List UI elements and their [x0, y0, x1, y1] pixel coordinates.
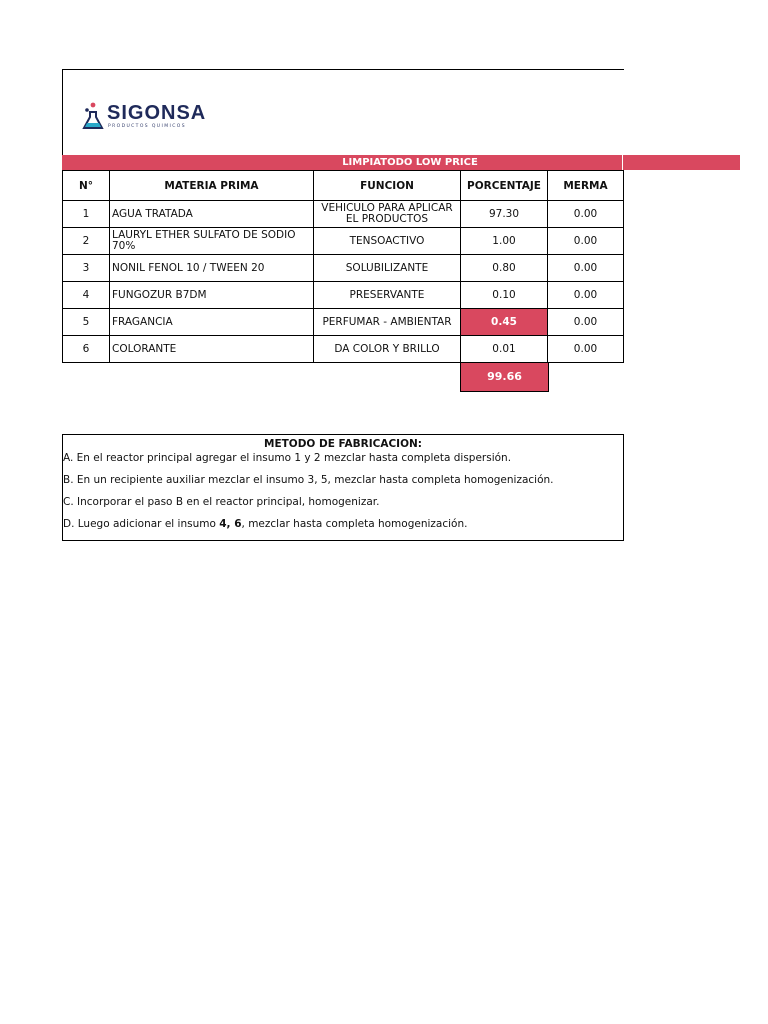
method-step-c: C. Incorporar el paso B en el reactor principal, homogenizar. [63, 496, 380, 508]
cell-porcentaje: 0.01 [461, 336, 548, 363]
col-header-funcion: FUNCION [314, 171, 461, 201]
cell-materia: NONIL FENOL 10 / TWEEN 20 [110, 255, 314, 282]
table-row [63, 309, 624, 336]
cell-materia: AGUA TRATADA [110, 201, 314, 228]
cell-funcion: TENSOACTIVO [314, 228, 461, 255]
table-row [63, 336, 624, 363]
cell-porcentaje: 97.30 [461, 201, 548, 228]
col-header-materia: MATERIA PRIMA [110, 171, 314, 201]
table-row [63, 282, 624, 309]
cell-funcion: SOLUBILIZANTE [314, 255, 461, 282]
cell-merma: 0.00 [548, 255, 624, 282]
col-header-merma: MERMA [548, 171, 624, 201]
cell-porcentaje: 1.00 [461, 228, 548, 255]
flask-icon [82, 101, 104, 131]
method-step-d-inputs: 4, 6 [219, 518, 242, 530]
cell-porcentaje-highlight: 0.45 [461, 309, 548, 336]
cell-n: 4 [63, 282, 110, 309]
method-step-a: A. En el reactor principal agregar el insumo 1 y 2 mezclar hasta completa dispersión. [63, 452, 512, 464]
banner-divider [622, 155, 623, 170]
cell-porcentaje: 0.10 [461, 282, 548, 309]
method-box [62, 434, 624, 541]
cell-porcentaje: 0.80 [461, 255, 548, 282]
method-step-d-rest: , mezclar hasta completa homogenización. [241, 518, 468, 530]
cell-materia: FUNGOZUR B7DM [110, 282, 314, 309]
col-header-porcentaje: PORCENTAJE [461, 171, 548, 201]
cell-materia: LAURYL ETHER SULFATO DE SODIO 70% [110, 228, 314, 255]
cell-funcion: PERFUMAR - AMBIENTAR [314, 309, 461, 336]
cell-materia: COLORANTE [110, 336, 314, 363]
col-header-n: N° [63, 171, 110, 201]
cell-funcion: DA COLOR Y BRILLO [314, 336, 461, 363]
cell-merma: 0.00 [548, 228, 624, 255]
cell-funcion: PRESERVANTE [314, 282, 461, 309]
table-row [63, 228, 624, 255]
cell-n: 1 [63, 201, 110, 228]
cell-n: 6 [63, 336, 110, 363]
cell-materia: FRAGANCIA [110, 309, 314, 336]
method-step-d [63, 516, 623, 538]
method-step-d-text: D. Luego adicionar el insumo [63, 518, 220, 530]
percentage-total: 99.66 [460, 362, 549, 392]
table-header-row [63, 171, 624, 201]
product-title: LIMPIATODO LOW PRICE [342, 157, 478, 168]
logo-brand: SIGONSA [107, 102, 207, 124]
cell-n: 5 [63, 309, 110, 336]
company-logo [82, 99, 222, 133]
cell-merma: 0.00 [548, 201, 624, 228]
materials-table [62, 170, 624, 363]
cell-funcion: VEHICULO PARA APLICAR EL PRODUCTOS [314, 201, 461, 228]
cell-merma: 0.00 [548, 282, 624, 309]
method-title: METODO DE FABRICACION: [264, 438, 422, 450]
cell-merma: 0.00 [548, 336, 624, 363]
method-step-b: B. En un recipiente auxiliar mezclar el insumo 3, 5, mezclar hasta completa homogenización. [63, 474, 554, 486]
cell-n: 2 [63, 228, 110, 255]
cell-merma: 0.00 [548, 309, 624, 336]
table-row [63, 255, 624, 282]
cell-n: 3 [63, 255, 110, 282]
table-row [63, 201, 624, 228]
logo-subtitle: PRODUCTOS QUIMICOS [108, 124, 186, 129]
